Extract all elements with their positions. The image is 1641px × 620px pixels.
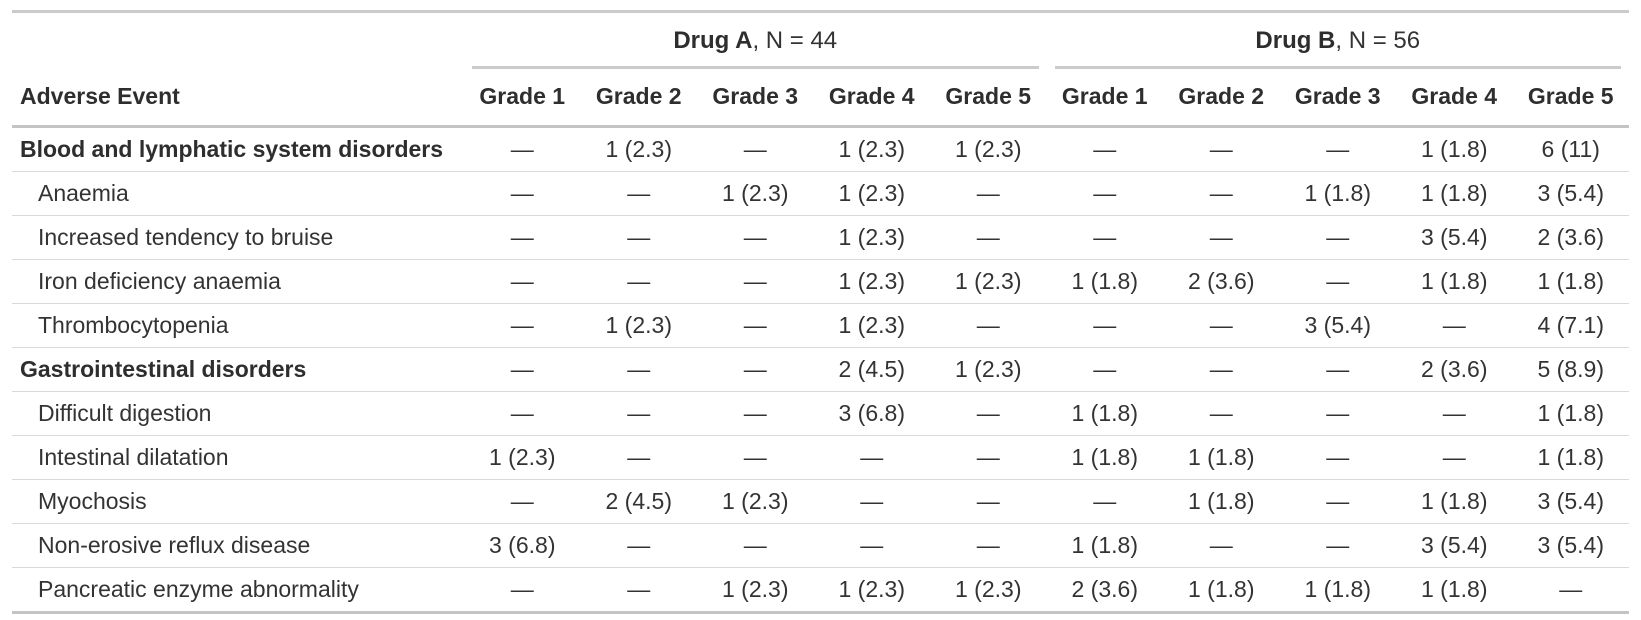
cell-value: —	[1047, 480, 1164, 524]
drug-b-grade-3-header: Grade 3	[1280, 69, 1397, 127]
cell-value: —	[1513, 568, 1630, 612]
cell-value: 1 (1.8)	[1047, 524, 1164, 568]
row-label: Difficult digestion	[12, 392, 464, 436]
cell-value: —	[697, 260, 814, 304]
row-label: Blood and lymphatic system disorders	[20, 136, 444, 162]
cell-value: —	[697, 304, 814, 348]
cell-value: 1 (2.3)	[605, 136, 672, 162]
cell-value: —	[930, 304, 1047, 348]
cell-value: —	[1093, 136, 1117, 162]
cell-value: 1 (2.3)	[930, 568, 1047, 612]
drug-a-grade-2-header: Grade 2	[581, 69, 698, 127]
cell-value: —	[814, 524, 931, 568]
spanner-row	[12, 13, 1629, 69]
cell-value: 4 (7.1)	[1513, 304, 1630, 348]
cell-value: —	[1280, 392, 1397, 436]
cell-value: —	[1396, 304, 1513, 348]
cell-value: 1 (1.8)	[1396, 172, 1513, 216]
cell-value: 2 (3.6)	[1047, 568, 1164, 612]
adverse-events-table	[12, 10, 1629, 614]
cell-value: 1 (1.8)	[1396, 568, 1513, 612]
table-row	[12, 436, 1629, 480]
drug-b-n: , N = 56	[1335, 27, 1421, 54]
table-row	[12, 348, 1629, 392]
row-label: Pancreatic enzyme abnormality	[12, 568, 464, 612]
cell-value: —	[1047, 304, 1164, 348]
spanner-drug-a	[464, 13, 1047, 69]
cell-value: 1 (1.8)	[1513, 436, 1630, 480]
cell-value: —	[1163, 348, 1280, 392]
cell-value: 1 (1.8)	[1513, 260, 1630, 304]
cell-value: 1 (2.3)	[814, 172, 931, 216]
cell-value: —	[581, 392, 698, 436]
table-row	[12, 260, 1629, 304]
column-header-row	[12, 69, 1629, 127]
cell-value: 1 (2.3)	[581, 304, 698, 348]
drug-a-grade-5-header: Grade 5	[930, 69, 1047, 127]
cell-value: 1 (2.3)	[955, 136, 1022, 162]
cell-value: 1 (1.8)	[1513, 392, 1630, 436]
cell-value: —	[1280, 524, 1397, 568]
table-row	[12, 216, 1629, 260]
cell-value: —	[464, 568, 581, 612]
cell-value: 1 (2.3)	[464, 436, 581, 480]
cell-value: 1 (1.8)	[1163, 480, 1280, 524]
drug-b-grade-4-header: Grade 4	[1396, 69, 1513, 127]
cell-value: —	[581, 348, 698, 392]
drug-a-grade-1-header: Grade 1	[464, 69, 581, 127]
row-label: Iron deficiency anaemia	[12, 260, 464, 304]
row-label: Intestinal dilatation	[12, 436, 464, 480]
drug-a-spanner-label	[472, 27, 1039, 69]
cell-value: —	[464, 304, 581, 348]
cell-value: 1 (1.8)	[1396, 260, 1513, 304]
cell-value: 1 (2.3)	[814, 216, 931, 260]
cell-value: 3 (5.4)	[1396, 524, 1513, 568]
cell-value: 1 (1.8)	[1047, 436, 1164, 480]
cell-value: —	[581, 216, 698, 260]
cell-value: —	[581, 436, 698, 480]
row-label: Gastrointestinal disorders	[12, 348, 464, 392]
cell-value: 1 (2.3)	[697, 172, 814, 216]
table-row	[12, 127, 1629, 172]
cell-value: —	[814, 480, 931, 524]
cell-value: 1 (1.8)	[1280, 568, 1397, 612]
row-label: Increased tendency to bruise	[12, 216, 464, 260]
cell-value: —	[1163, 172, 1280, 216]
cell-value: 6 (11)	[1541, 136, 1600, 162]
cell-value: 3 (5.4)	[1280, 304, 1397, 348]
cell-value: —	[1047, 348, 1164, 392]
cell-value: —	[1280, 260, 1397, 304]
cell-value: —	[1163, 392, 1280, 436]
cell-value: 1 (1.8)	[1163, 568, 1280, 612]
row-label: Myochosis	[12, 480, 464, 524]
cell-value: —	[1280, 348, 1397, 392]
cell-value: 1 (2.3)	[838, 136, 905, 162]
drug-a-grade-4-header: Grade 4	[814, 69, 931, 127]
cell-value: —	[581, 260, 698, 304]
cell-value: 2 (3.6)	[1396, 348, 1513, 392]
spanner-spacer	[12, 13, 464, 69]
cell-value: —	[697, 216, 814, 260]
cell-value: —	[1163, 304, 1280, 348]
cell-value: —	[697, 524, 814, 568]
cell-value: 1 (2.3)	[697, 568, 814, 612]
cell-value: —	[464, 348, 581, 392]
table-row	[12, 568, 1629, 612]
cell-value: —	[581, 568, 698, 612]
drug-b-grade-2-header: Grade 2	[1163, 69, 1280, 127]
cell-value: —	[581, 172, 698, 216]
cell-value: —	[1047, 216, 1164, 260]
drug-a-n: , N = 44	[752, 27, 838, 54]
cell-value: —	[1396, 436, 1513, 480]
row-label: Thrombocytopenia	[12, 304, 464, 348]
cell-value: 3 (5.4)	[1513, 480, 1630, 524]
cell-value: —	[581, 524, 698, 568]
cell-value: 1 (2.3)	[814, 568, 931, 612]
cell-value: —	[1163, 216, 1280, 260]
cell-value: 1 (1.8)	[1047, 392, 1164, 436]
drug-b-grade-5-header: Grade 5	[1513, 69, 1630, 127]
cell-value: —	[1280, 480, 1397, 524]
drug-a-grade-3-header: Grade 3	[697, 69, 814, 127]
cell-value: 3 (6.8)	[814, 392, 931, 436]
cell-value: —	[464, 216, 581, 260]
cell-value: 5 (8.9)	[1513, 348, 1630, 392]
cell-value: —	[697, 348, 814, 392]
cell-value: 1 (1.8)	[1280, 172, 1397, 216]
cell-value: 1 (1.8)	[1396, 480, 1513, 524]
cell-value: —	[464, 480, 581, 524]
cell-value: —	[743, 136, 767, 162]
table-row	[12, 304, 1629, 348]
row-label: Anaemia	[12, 172, 464, 216]
row-label: Non-erosive reflux disease	[12, 524, 464, 568]
cell-value: —	[464, 392, 581, 436]
cell-value: 2 (3.6)	[1163, 260, 1280, 304]
cell-value: 2 (3.6)	[1513, 216, 1630, 260]
cell-value: 1 (1.8)	[1421, 136, 1488, 162]
table-row	[12, 524, 1629, 568]
table-row	[12, 480, 1629, 524]
cell-value: —	[930, 216, 1047, 260]
summary-table	[12, 13, 1629, 611]
cell-value: —	[1280, 216, 1397, 260]
cell-value: —	[697, 436, 814, 480]
cell-value: 2 (4.5)	[581, 480, 698, 524]
cell-value: 1 (2.3)	[697, 480, 814, 524]
cell-value: 3 (5.4)	[1513, 524, 1630, 568]
drug-a-name: Drug A	[673, 27, 753, 54]
cell-value: 1 (1.8)	[1163, 436, 1280, 480]
cell-value: —	[930, 480, 1047, 524]
cell-value: —	[930, 436, 1047, 480]
cell-value: —	[464, 172, 581, 216]
spanner-drug-b	[1047, 13, 1630, 69]
cell-value: —	[1209, 136, 1233, 162]
adverse-event-header: Adverse Event	[12, 69, 464, 127]
cell-value: —	[510, 136, 534, 162]
cell-value: 1 (2.3)	[814, 260, 931, 304]
cell-value: 3 (5.4)	[1396, 216, 1513, 260]
drug-b-grade-1-header: Grade 1	[1047, 69, 1164, 127]
table-row	[12, 172, 1629, 216]
cell-value: —	[1326, 136, 1350, 162]
cell-value: —	[464, 260, 581, 304]
cell-value: —	[930, 524, 1047, 568]
cell-value: —	[930, 172, 1047, 216]
table-row	[12, 392, 1629, 436]
cell-value: —	[1047, 172, 1164, 216]
drug-b-spanner-label	[1055, 27, 1622, 69]
cell-value: —	[1163, 524, 1280, 568]
cell-value: —	[1280, 436, 1397, 480]
cell-value: —	[697, 392, 814, 436]
cell-value: —	[1396, 392, 1513, 436]
cell-value: 1 (2.3)	[930, 260, 1047, 304]
cell-value: 1 (2.3)	[814, 304, 931, 348]
cell-value: 1 (2.3)	[930, 348, 1047, 392]
cell-value: 3 (5.4)	[1513, 172, 1630, 216]
cell-value: 3 (6.8)	[464, 524, 581, 568]
cell-value: 1 (1.8)	[1047, 260, 1164, 304]
cell-value: 2 (4.5)	[814, 348, 931, 392]
drug-b-name: Drug B	[1255, 27, 1336, 54]
cell-value: —	[930, 392, 1047, 436]
cell-value: —	[814, 436, 931, 480]
